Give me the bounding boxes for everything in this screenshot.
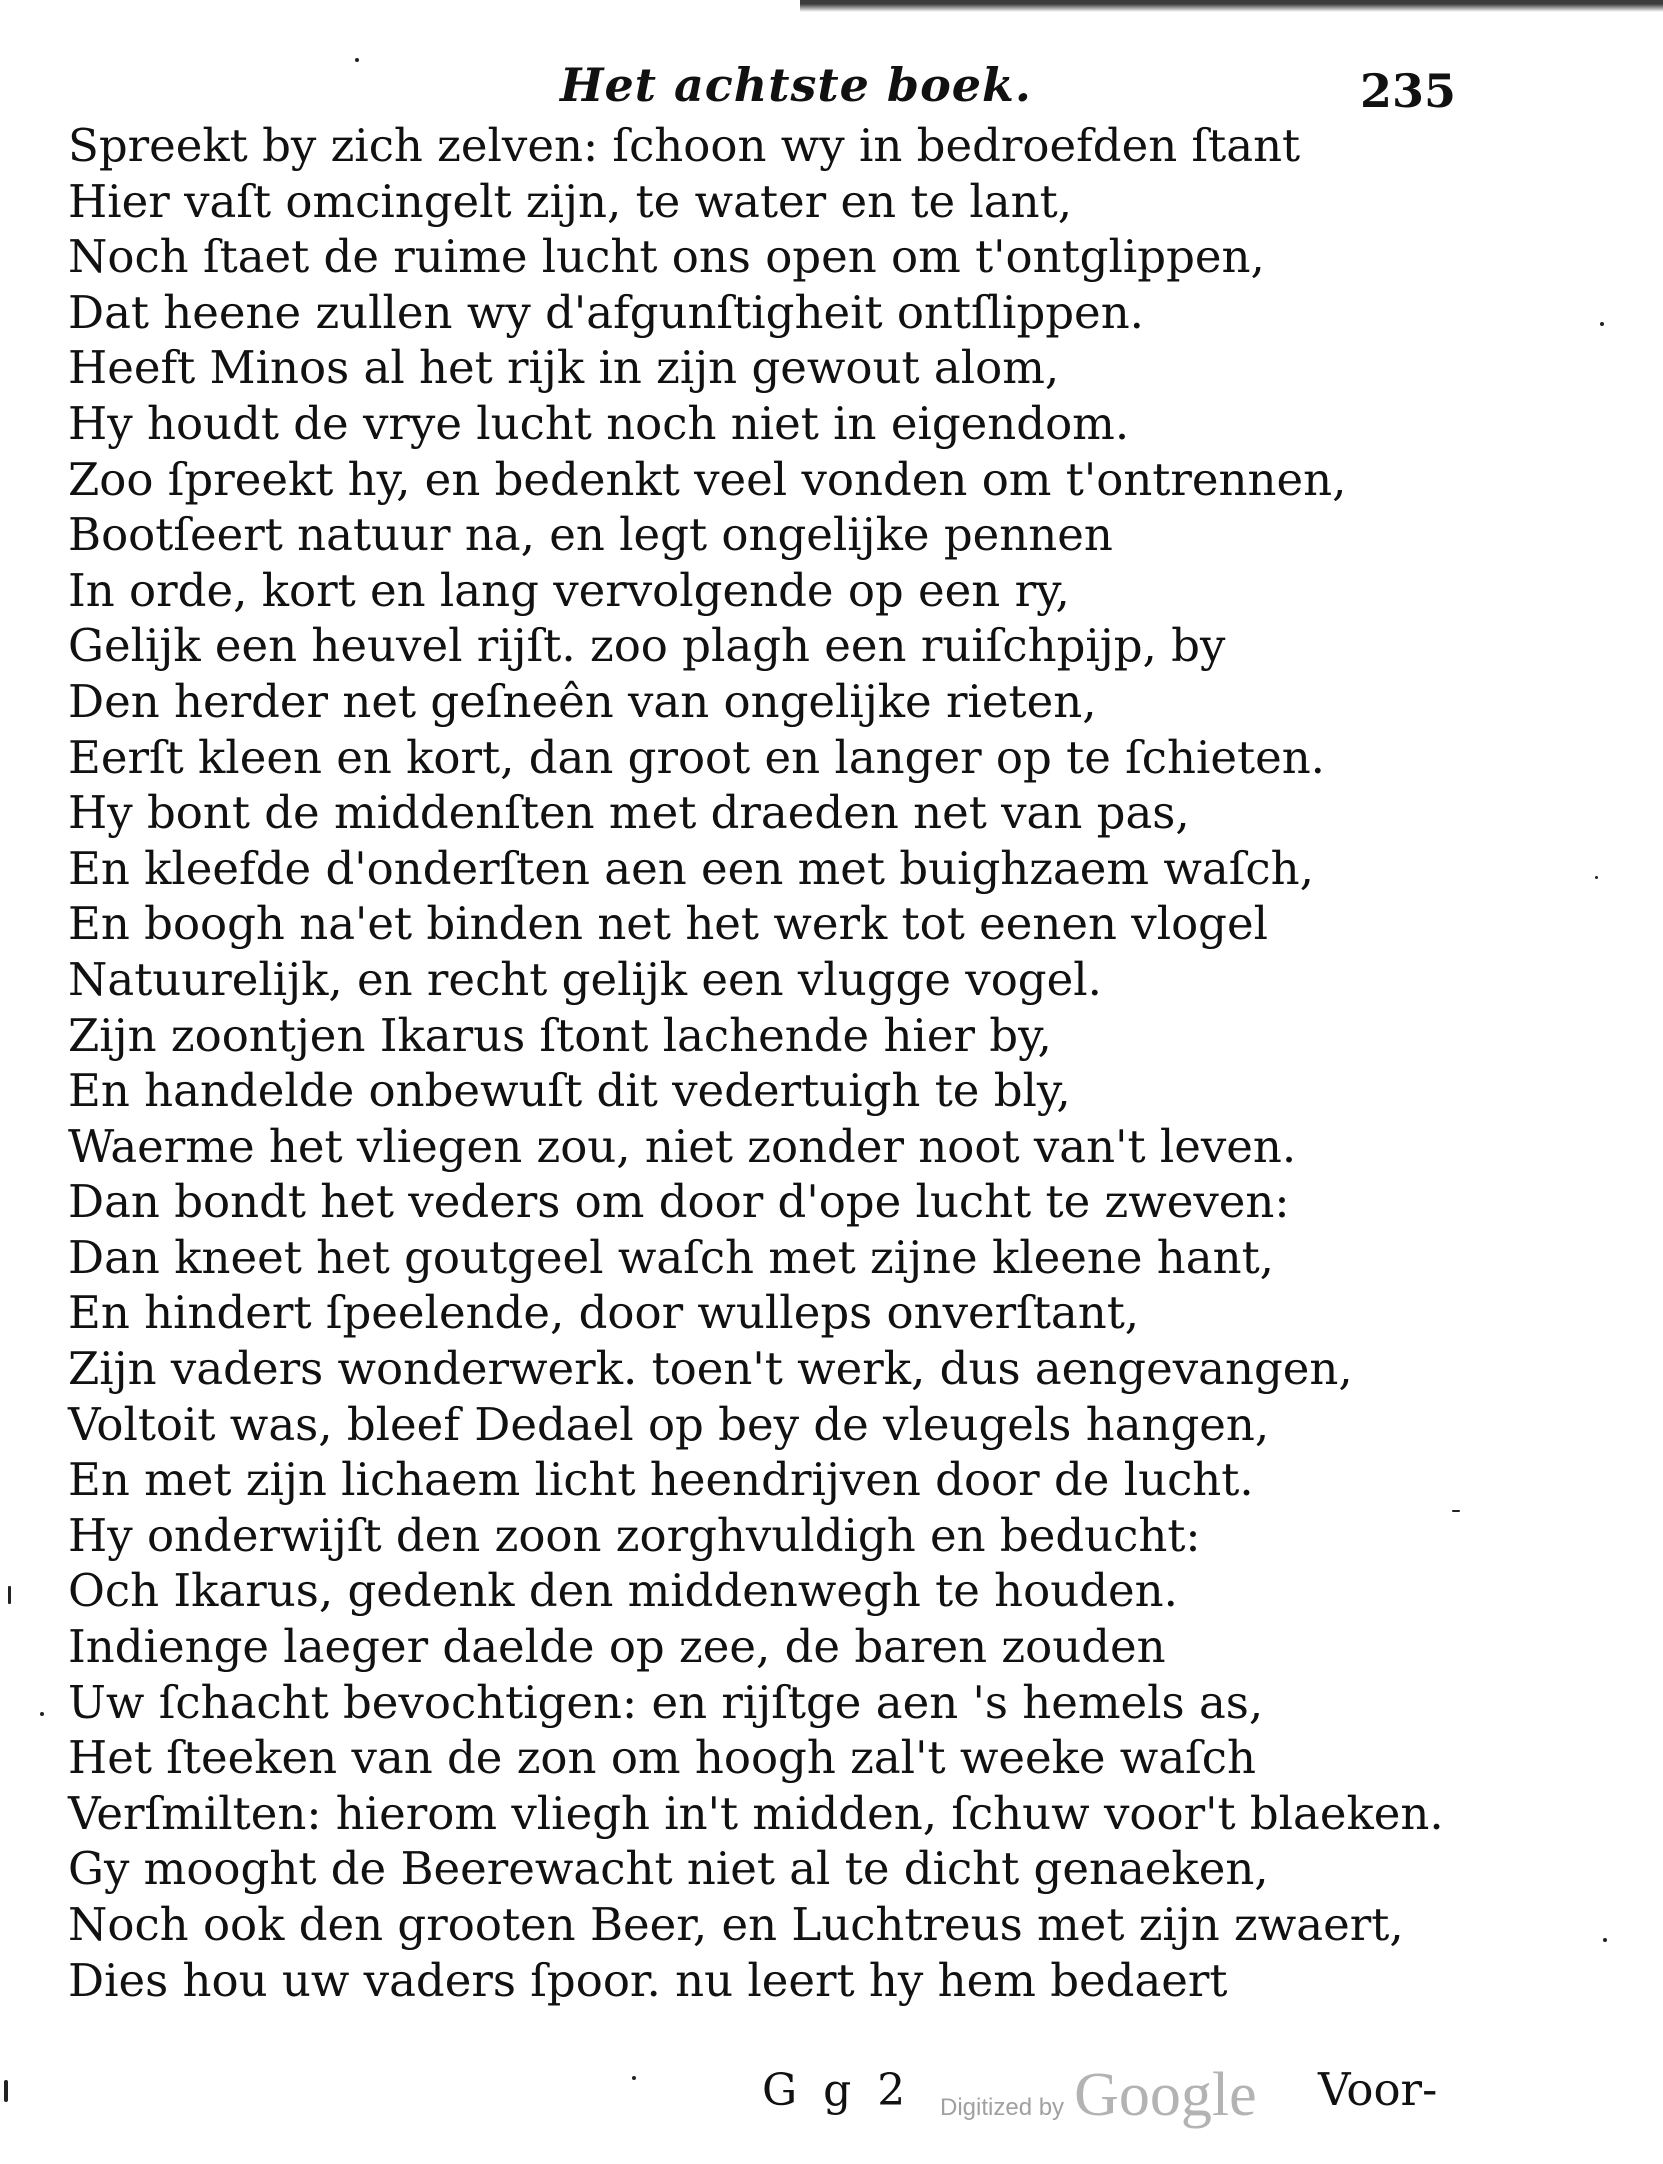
poem-line: In orde, kort en lang vervolgende op een ry, [68,563,1070,617]
google-watermark [940,2060,1257,2129]
signature-mark: G g 2 [762,2065,912,2116]
poem-line: Dan kneet het goutgeel waſch met zijne kleene hant, [68,1230,1274,1284]
poem-line: En handelde onbewuſt dit vedertuigh te bly, [68,1064,1071,1118]
poem-line: Uw ſchacht bevochtigen: en rijſtge aen 's hemels as, [68,1675,1264,1729]
poem-line: Eerſt kleen en kort, dan groot en langer op te ſchieten. [68,730,1325,784]
ink-speck [1603,1938,1607,1942]
poem-line: Het ſteeken van de zon om hoogh zal't weeke waſch [68,1731,1256,1785]
poem-line: Natuurelijk, en recht gelijk een vlugge vogel. [68,952,1102,1006]
poem-line: Hy onderwijſt den zoon zorghvuldigh en beducht: [68,1508,1201,1562]
poem-text [68,118,1448,2008]
ink-speck [40,1712,44,1716]
page-edge-shadow [800,0,1663,12]
running-head: Het achtste boek. [560,58,1032,112]
poem-line: Dan bondt het veders om door d'ope lucht te zweven: [68,1175,1290,1229]
poem-line: Dat heene zullen wy d'afgunſtigheit ontſlippen. [68,285,1144,339]
poem-line: En hindert ſpeelende, door wulleps onverſtant, [68,1286,1140,1340]
poem-line: Dies hou uw vaders ſpoor. nu leert hy hem bedaert [68,1953,1228,2007]
poem-line: Hy bont de middenſten met draeden net van pas, [68,786,1190,840]
poem-line: Och Ikarus, gedenk den middenwegh te houden. [68,1564,1178,1618]
ink-speck [1452,1510,1460,1512]
ink-speck [355,58,359,62]
ink-speck [632,2076,636,2080]
poem-line: Gelijk een heuvel rijſt. zoo plagh een ruiſchpijp, by [68,619,1226,673]
ink-speck [1595,876,1598,879]
poem-line: Den herder net geſneên van ongelijke rieten, [68,674,1097,728]
page-number: 235 [1360,64,1457,118]
poem-line: Bootſeert natuur na, en legt ongelijke pennen [68,508,1113,562]
poem-line: Indienge laeger daelde op zee, de baren zouden [68,1620,1166,1674]
poem-line: Waerme het vliegen zou, niet zonder noot van't leven. [68,1119,1297,1173]
google-logo: Google [1074,2061,1257,2129]
poem-line: Zijn zoontjen Ikarus ſtont lachende hier by, [68,1008,1052,1062]
ink-speck [4,2080,8,2102]
poem-line: En boogh na'et binden net het werk tot eenen vlogel [68,897,1269,951]
poem-line: Gy mooght de Beerewacht niet al te dicht genaeken, [68,1842,1269,1896]
poem-line: Noch ook den grooten Beer, en Luchtreus met zijn zwaert, [68,1898,1404,1951]
poem-line: Zoo ſpreekt hy, en bedenkt veel vonden om t'ontrennen, [68,452,1347,506]
poem-line: Hy houdt de vrye lucht noch niet in eigendom. [68,396,1130,450]
ink-speck [8,1586,11,1604]
poem-line: Spreekt by zich zelven: ſchoon wy in bedroefden ſtant [68,119,1301,172]
poem-line: En kleefde d'onderſten aen een met buighzaem waſch, [68,841,1314,895]
poem-line: En met zijn lichaem licht heendrijven door de lucht. [68,1453,1254,1507]
poem-line: Voltoit was, bleef Dedael op bey de vleugels hangen, [68,1397,1270,1451]
poem-line: Heeft Minos al het rijk in zijn gewout alom, [68,341,1060,395]
poem-line: Noch ſtaet de ruime lucht ons open om t'ontglippen, [68,230,1265,284]
watermark-prefix: Digitized by [940,2094,1065,2121]
ink-speck [1600,322,1604,326]
poem-line: Zijn vaders wonderwerk. toen't werk, dus aengevangen, [68,1342,1353,1396]
catchword: Voor- [1318,2063,1438,2116]
poem-line: Verſmilten: hierom vliegh in't midden, ſchuw voor't blaeken. [68,1786,1444,1840]
poem-line: Hier vaſt omcingelt zijn, te water en te lant, [68,174,1072,228]
